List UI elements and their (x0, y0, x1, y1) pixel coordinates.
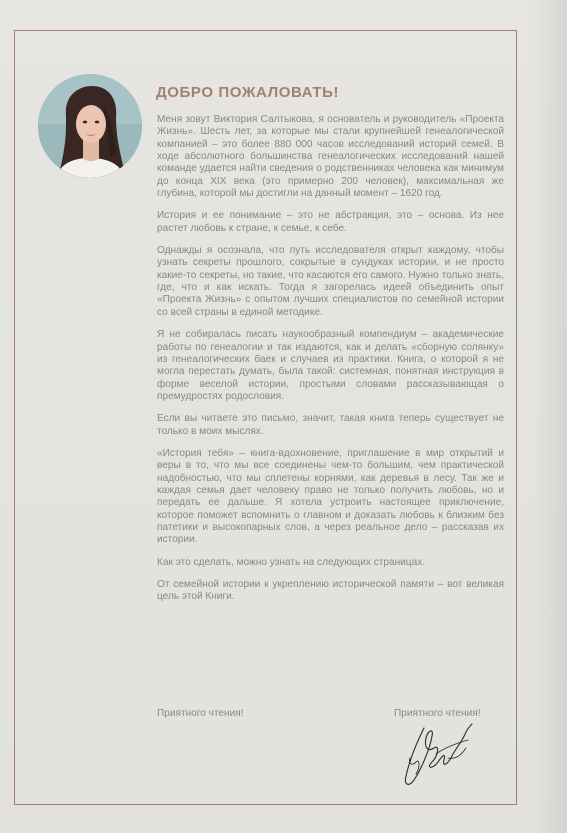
page-edge-shadow (533, 0, 567, 833)
letter-paragraph: Я не собиралась писать наукообразный компендиум – академические работы по генеалогии и так издаются, как и делать «сборную солянку» из генеалогических баек и случаев из практики. Книга, о которой я не могла перестать думать, была такой: системная, понятная инструкция в форме веселой истории, простыми словами рассказывающая о премудростях родословия. (157, 329, 504, 402)
letter-paragraph: «История тебя» – книга-вдохновение, приглашение в мир открытий и веры в то, что мы все соединены чем-то большим, чем практической надобностью, что мы сплетены корнями, как деревья в лесу. Так же и каждая семья дает человеку право не только получить любовь, но и передать ее дальше. Я хотела устроить настоящее приключение, которое поможет вспомнить о главном и доказать любовь к близким без патетики и высокопарных слов, а через реальное дело – рассказав их истории. (157, 447, 504, 546)
author-portrait (38, 74, 142, 178)
letter-heading: ДОБРО ПОЖАЛОВАТЬ! (156, 84, 340, 101)
closing-text-left: Приятного чтения! (157, 708, 244, 719)
closing-text-right: Приятного чтения! (394, 708, 481, 719)
letter-body (157, 114, 504, 614)
letter-paragraph: Однажды я осознала, что путь исследователя открыт каждому, чтобы узнать секреты прошлого, сокрытые в сундуках истории, и не просто какие-то секреты, но такие, что касаются его самого. Нужно только знать, где, что и как искать. Тогда я загорелась идеей объединить опыт «Проекта Жизнь» с опытом лучших специалистов по семейной истории со всей страны в единой методике. (157, 245, 504, 318)
letter-paragraph: История и ее понимание – это не абстракция, это – основа. Из нее растет любовь к стране, к семье, к себе. (157, 210, 504, 234)
author-signature (396, 718, 486, 794)
letter-paragraph: От семейной истории к укреплению исторической памяти – вот великая цель этой Книги. (157, 579, 504, 603)
author-photo-illustration (38, 74, 142, 178)
letter-paragraph: Как это сделать, можно узнать на следующих страницах. (157, 556, 426, 568)
letter-paragraph: Меня зовут Виктория Салтыкова, я основатель и руководитель «Проекта Жизнь». Шесть лет, за которые мы стали крупнейшей генеалогической компанией – это более 880 000 часов исследований историй семей. В ходе абсолютного большинства генеалогических исследований нашей команде удается найти сведения о родственниках человека как минимум до конца XIX века (это примерно 200 человек), максимальная же глубина, которой мы достигли на данный момент – 1620 год. (157, 114, 504, 200)
letter-paragraph: Если вы читаете это письмо, значит, такая книга теперь существует не только в моих мыслях. (157, 413, 504, 437)
